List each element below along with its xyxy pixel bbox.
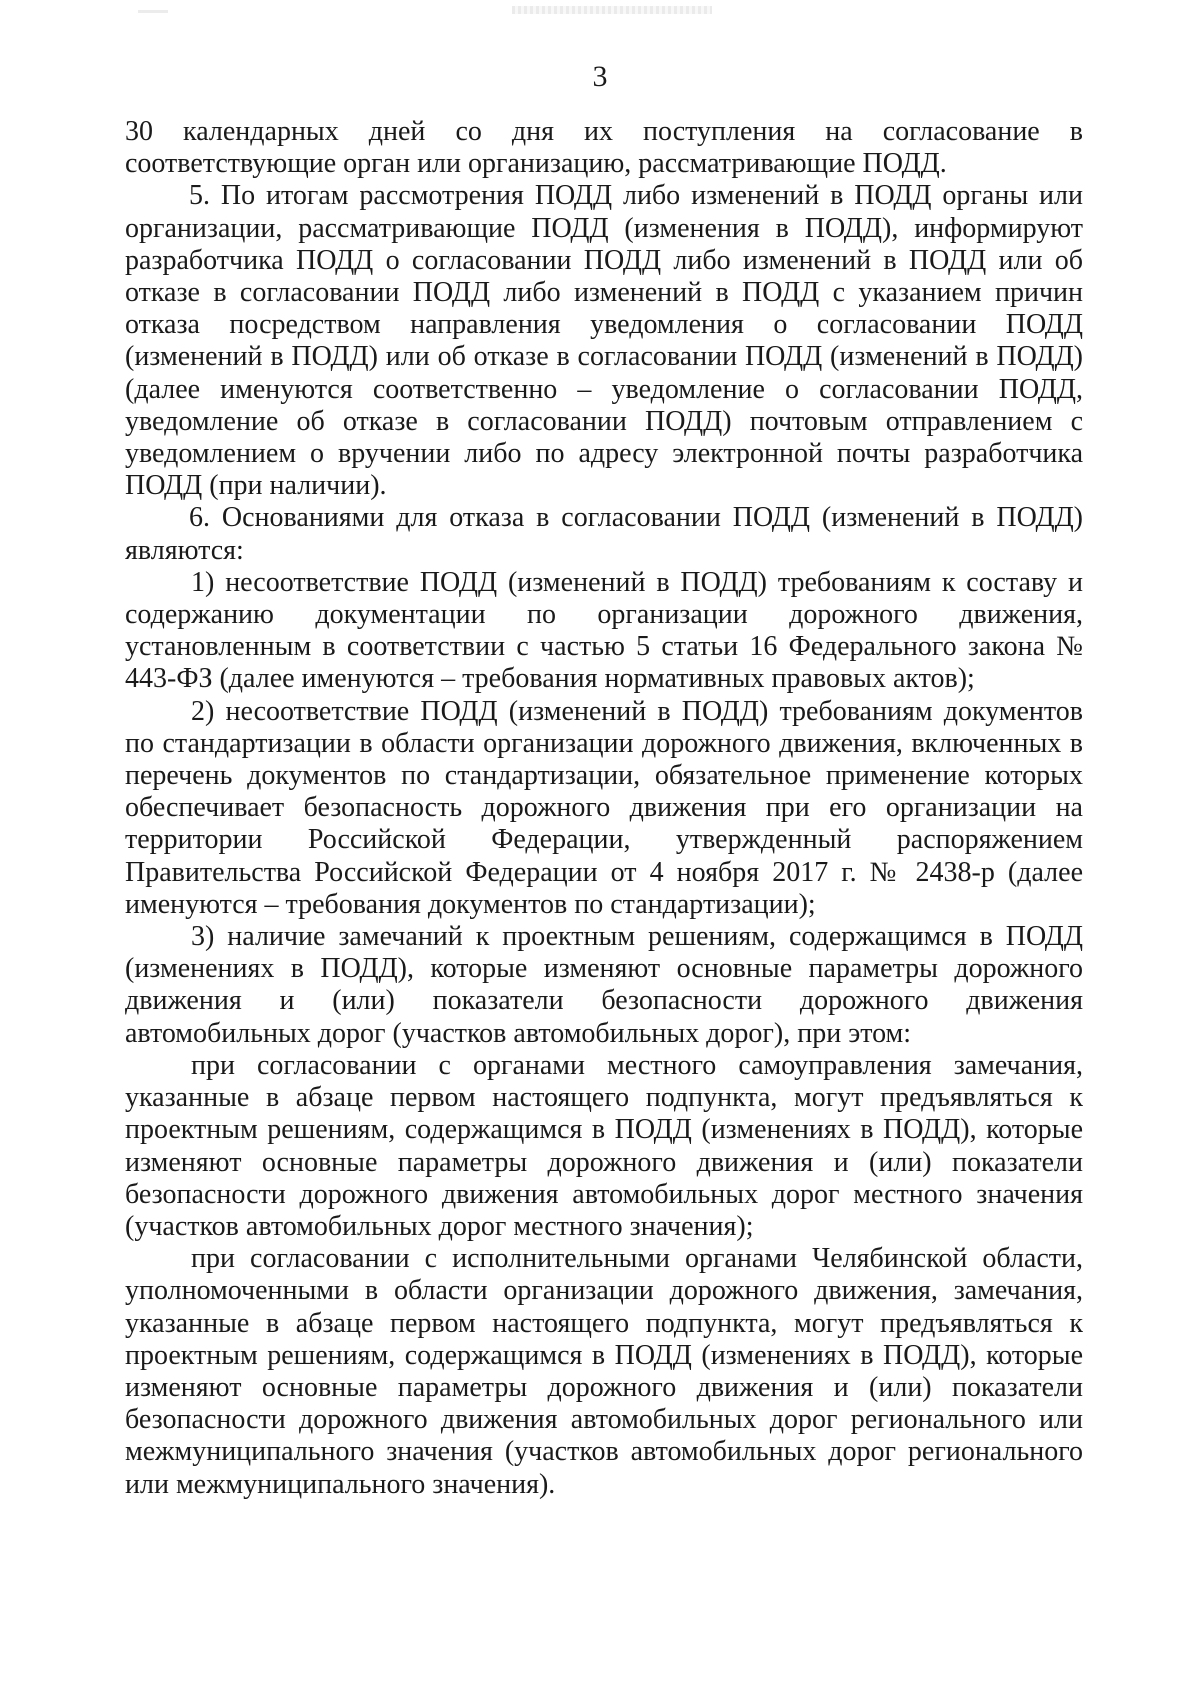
subparagraph-2: 2) несоответствие ПОДД (изменений в ПОДД) требованиям документов по стандартизации в области организации дорожного движения, включенных в перечень документов по стандартизации, обязательное применение которых обеспечивает безопасность дорожного движения при его организации на территории Российской Федерации, утвержденный распоряжением Правительства Российской Федерации от 4 ноября 2017 г. № 2438-р (далее именуются – требования документов по стандартизации);: [125, 695, 1083, 920]
paragraph-local-roads: при согласовании с органами местного самоуправления замечания, указанные в абзаце первом настоящего подпункта, могут предъявляться к проектным решениям, содержащимся в ПОДД (изменениях в ПОДД), которые изменяют основные параметры дорожного движения и (или) показатели безопасности дорожного движения автомобильных дорог местного значения (участков автомобильных дорог местного значения);: [125, 1049, 1083, 1242]
paragraph-item-6: 6. Основаниями для отказа в согласовании ПОДД (изменений в ПОДД) являются:: [125, 502, 1083, 566]
subparagraph-1: 1) несоответствие ПОДД (изменений в ПОДД) требованиям к составу и содержанию документации по организации дорожного движения, установленным в соответствии с частью 5 статьи 16 Федерального закона № 443-ФЗ (далее именуются – требования нормативных правовых актов);: [125, 566, 1083, 695]
paragraph-item-5: 5. По итогам рассмотрения ПОДД либо изменений в ПОДД органы или организации, рассматривающие ПОДД (изменения в ПОДД), информируют разработчика ПОДД о согласовании ПОДД либо изменений в ПОДД или об отказе в согласовании ПОДД либо изменений в ПОДД с указанием причин отказа посредством направления уведомления о согласовании ПОДД (изменений в ПОДД) или об отказе в согласовании ПОДД (изменений в ПОДД) (далее именуются соответственно – уведомление о согласовании ПОДД, уведомление об отказе в согласовании ПОДД) почтовым отправлением с уведомлением о вручении либо по адресу электронной почты разработчика ПОДД (при наличии).: [125, 180, 1083, 502]
page-number: 3: [592, 60, 608, 93]
scan-artifact: [138, 10, 168, 13]
subparagraph-3: 3) наличие замечаний к проектным решениям, содержащимся в ПОДД (изменениях в ПОДД), которые изменяют основные параметры дорожного движения и (или) показатели безопасности дорожного движения автомобильных дорог (участков автомобильных дорог), при этом:: [125, 921, 1083, 1049]
paragraph-continuation: 30 календарных дней со дня их поступления на согласование в соответствующие орган или организацию, рассматривающие ПОДД.: [125, 116, 1083, 180]
paragraph-regional-roads: при согласовании с исполнительными органами Челябинской области, уполномоченными в области организации дорожного движения, замечания, указанные в абзаце первом настоящего подпункта, могут предъявляться к проектным решениям, содержащимся в ПОДД (изменениях в ПОДД), которые изменяют основные параметры дорожного движения и (или) показатели безопасности дорожного движения автомобильных дорог регионального или межмуниципального значения (участков автомобильных дорог регионального или межмуниципального значения).: [125, 1243, 1083, 1500]
scan-artifact: [512, 6, 712, 14]
document-body: [125, 116, 1083, 1501]
